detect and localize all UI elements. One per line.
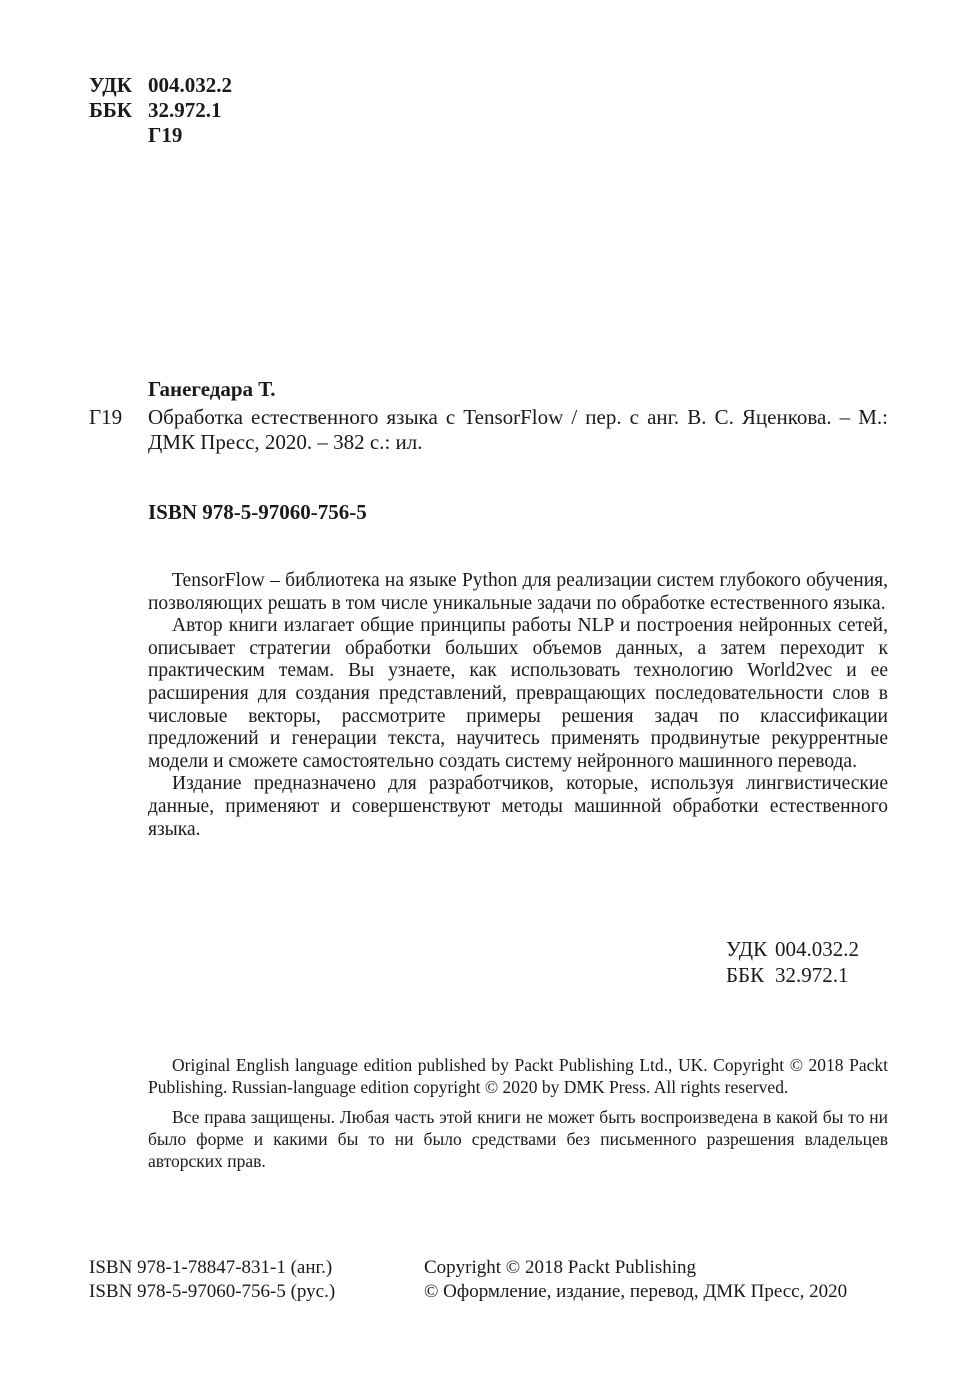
author-mark: Г19 [148, 123, 183, 147]
bbk-lower-label: ББК [726, 963, 765, 987]
entry-code: Г19 [89, 405, 123, 429]
bbk-value: 32.972.1 [148, 98, 222, 122]
copyright-english: Copyright © 2018 Packt Publishing [424, 1257, 697, 1278]
isbn-list [89, 1256, 335, 1304]
annotation-paragraph: Издание предназначено для разработчиков, которые, используя лингвистические данные, применяют и совершенствуют методы машинной обработки естественного языка. [148, 773, 888, 840]
bbk-lower-value: 32.972.1 [775, 963, 849, 987]
isbn-main: ISBN 978-5-97060-756-5 [148, 500, 367, 524]
udk-value: 004.032.2 [148, 73, 232, 97]
original-edition-note [148, 1054, 888, 1098]
annotation-paragraph: Автор книги излагает общие принципы работы NLP и построения нейронных сетей, описывает стратегии обработки больших объемов данных, а затем переходит к практическим темам. Вы узнаете, как использовать технологию World2vec и ее расширения для создания представлений, превращающих последовательности слов в числовые векторы, рассмотрите примеры решения задач по классификации предложений и генерации текста, научитесь применять продвинутые рекуррентные модели и сможете самостоятельно создать систему нейронного машинного перевода. [148, 615, 888, 772]
copyright-list [424, 1256, 847, 1304]
original-edition-text: Original English language edition published by Packt Publishing Ltd., UK. Copyright © 2018 Packt Publishing. Russian-language edition copyright © 2020 by DMK Press. All rights reserved. [148, 1055, 888, 1097]
copyright-russian: © Оформление, издание, перевод, ДМК Пресс, 2020 [424, 1281, 848, 1302]
isbn-russian: ISBN 978-5-97060-756-5 (рус.) [89, 1281, 336, 1302]
isbn-english: ISBN 978-1-78847-831-1 (анг.) [89, 1257, 333, 1278]
rights-text: Все права защищены. Любая часть этой книги не может быть воспроизведена в какой бы то ни было форме и какими бы то ни было средствами без письменного разрешения владельцев авторских прав. [148, 1107, 888, 1171]
bibliographic-description: Обработка естественного языка с TensorFlow / пер. с анг. В. С. Яценкова. – М.: ДМК Пресс, 2020. – 382 с.: ил. [148, 405, 888, 454]
udk-lower-label: УДК [726, 937, 768, 961]
udk-label: УДК [89, 73, 132, 97]
author-name: Ганегедара Т. [148, 377, 276, 401]
bbk-label: ББК [89, 98, 132, 122]
annotation [148, 570, 888, 841]
rights-note [148, 1106, 888, 1172]
annotation-paragraph: TensorFlow – библиотека на языке Python для реализации систем глубокого обучения, позволяющих решать в том числе уникальные задачи по обработке естественного языка. [148, 570, 888, 614]
udk-lower-value: 004.032.2 [775, 937, 859, 961]
